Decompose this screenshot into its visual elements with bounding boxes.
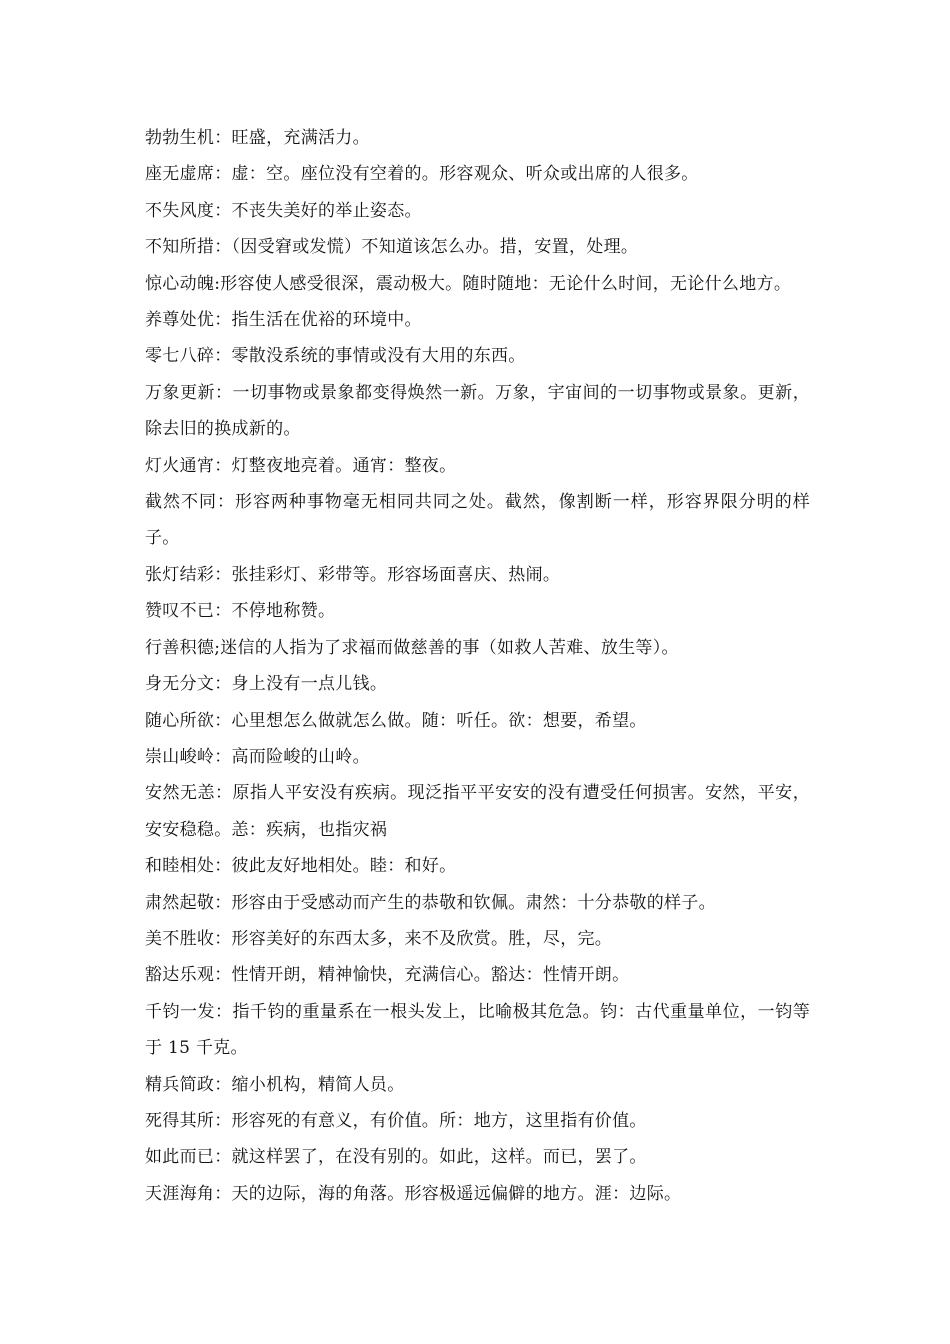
idiom-entry-24: 死得其所：形容死的有意义，有价值。所：地方，这里指有价值。	[145, 1110, 647, 1131]
idiom-entry-22: 千钧一发：指千钧的重量系在一根头发上，比喻极其危急。钧：古代重量单位，一钧等于 15 千克。	[145, 1001, 810, 1059]
idiom-entry-3: 不失风度：不丧失美好的举止姿态。	[145, 200, 422, 221]
idiom-entry-10: 截然不同：形容两种事物毫无相同共同之处。截然，像割断一样，形容界限分明的样子。	[145, 492, 810, 549]
idiom-entry-19: 肃然起敬：形容由于受感动而产生的恭敬和钦佩。肃然：十分恭敬的样子。	[145, 892, 716, 913]
idiom-entry-7: 零七八碎：零散没系统的事情或没有大用的东西。	[145, 346, 526, 367]
idiom-entry-2: 座无虚席：虚：空。座位没有空着的。形容观众、听众或出席的人很多。	[145, 164, 699, 185]
idiom-entry-4: 不知所措：（因受窘或发慌）不知道该怎么办。措，安置，处理。	[145, 237, 639, 258]
idiom-entry-6: 养尊处优：指生活在优裕的环境中。	[145, 310, 422, 331]
idiom-entry-21: 豁达乐观：性情开朗，精神愉快，充满信心。豁达：性情开朗。	[145, 965, 630, 986]
idiom-entry-11: 张灯结彩：张挂彩灯、彩带等。形容场面喜庆、热闹。	[145, 564, 561, 585]
idiom-entry-13: 行善积德;迷信的人指为了求福而做慈善的事（如救人苦难、放生等）。	[145, 637, 679, 658]
idiom-entry-23: 精兵简政：缩小机构，精简人员。	[145, 1074, 405, 1095]
idiom-entry-15: 随心所欲：心里想怎么做就怎么做。随：听任。欲：想要，希望。	[145, 710, 647, 731]
idiom-entry-25: 如此而已：就这样罢了，在没有别的。如此，这样。而已，罢了。	[145, 1147, 647, 1168]
idiom-entry-20: 美不胜收：形容美好的东西太多，来不及欣赏。胜，尽，完。	[145, 928, 613, 949]
idiom-entry-18: 和睦相处：彼此友好地相处。睦：和好。	[145, 856, 457, 877]
idiom-entry-9: 灯火通宵：灯整夜地亮着。通宵：整夜。	[145, 455, 457, 476]
idiom-entry-16: 崇山峻岭：高而险峻的山岭。	[145, 746, 370, 767]
idiom-entry-14: 身无分文：身上没有一点儿钱。	[145, 674, 388, 695]
idiom-entry-17: 安然无恙：原指人平安没有疾病。现泛指平平安安的没有遭受任何损害。安然，平安，安安稳稳。恙：疾病，也指灾祸	[145, 783, 810, 840]
idiom-entry-5: 惊心动魄:形容使人感受很深，震动极大。随时随地：无论什么时间，无论什么地方。	[145, 273, 792, 294]
idiom-entry-26: 天涯海角：天的边际，海的角落。形容极遥远偏僻的地方。涯：边际。	[145, 1183, 682, 1204]
idiom-entry-1: 勃勃生机：旺盛，充满活力。	[145, 128, 370, 148]
document-body	[145, 120, 810, 1212]
idiom-entry-12: 赞叹不已：不停地称赞。	[145, 601, 336, 622]
idiom-entry-8: 万象更新：一切事物或景象都变得焕然一新。万象，宇宙间的一切事物或景象。更新，除去旧的换成新的。	[145, 382, 810, 440]
